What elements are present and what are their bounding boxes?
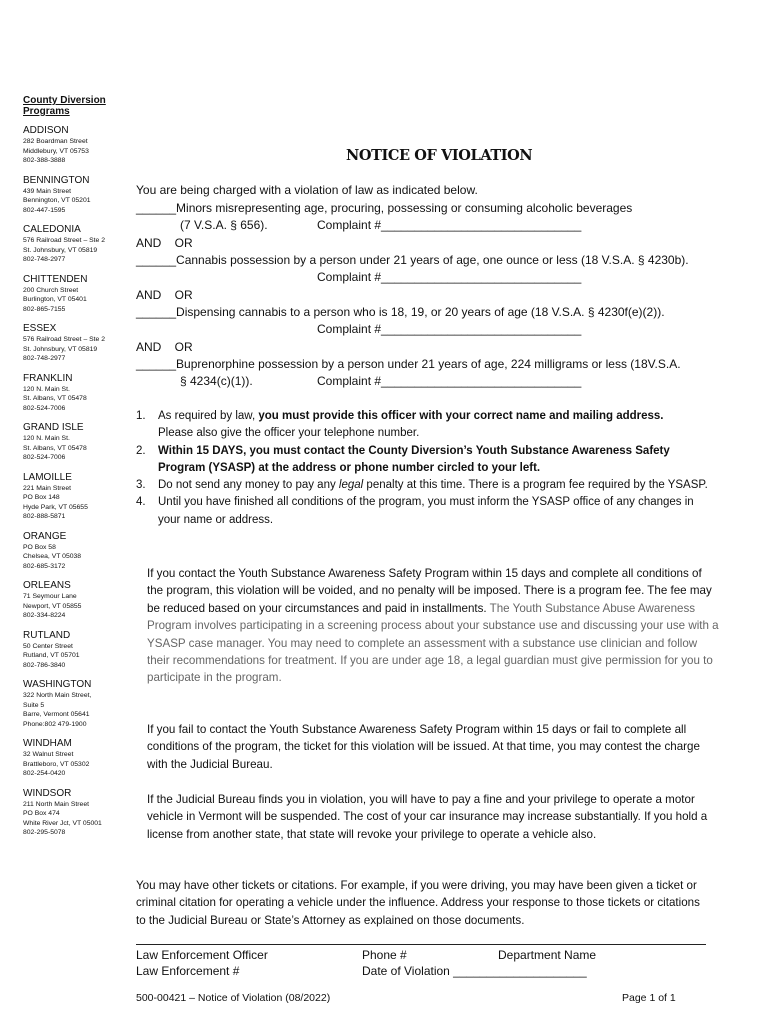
county-name: GRAND ISLE	[23, 422, 84, 433]
county-name: RUTLAND	[23, 629, 71, 641]
county-address-line: Rutland, VT 05701	[23, 652, 80, 659]
county-entry	[23, 788, 133, 838]
instruction-item-3: 3. Do not send any money to pay any legal penalty at this time. There is a program fee required by the YSASP.	[136, 479, 708, 492]
county-address-line: Suite 5	[23, 701, 45, 709]
county-name: WINDSOR	[23, 787, 72, 799]
county-name: ORANGE	[23, 530, 67, 542]
failure-paragraph: If you fail to contact the Youth Substance Awareness Safety Program within 15 days or fail to complete all conditions of the program, the ticket for this violation will be issued. At that time, you may contest the charge with the Judicial Bureau.	[147, 723, 700, 771]
and-or-1: AND OR	[136, 236, 193, 250]
county-address-line: 802-524-7006	[23, 404, 66, 412]
sidebar-heading: County Diversion Programs	[23, 95, 106, 117]
county-address-line: 32 Walnut Street	[23, 751, 74, 758]
county-address-line: 802-786-3840	[23, 661, 66, 669]
county-address-line: 71 Seymour Lane	[23, 593, 77, 600]
county-entry	[23, 125, 133, 166]
county-address-line: Brattleboro, VT 05302	[23, 760, 90, 768]
phone-label: Phone #	[362, 948, 407, 962]
county-address-line: St. Albans, VT 05478	[23, 444, 87, 452]
county-address-line: 282 Boardman Street	[23, 138, 88, 145]
county-address-line: Barre, Vermont 05641	[23, 711, 90, 718]
county-address-line: St. Johnsbury, VT 05819	[23, 345, 98, 353]
violation-dispensing-cannabis: ______Dispensing cannabis to a person who is 18, 19, or 20 years of age (18 V.S.A. § 4230f(e)(2)).	[136, 305, 665, 319]
county-entry	[23, 175, 133, 216]
county-address-line: Burlington, VT 05401	[23, 296, 87, 303]
instruction-item-2: 2. Within 15 DAYS, you must contact the County Diversion’s Youth Substance Awareness Safety Program (YSASP) at the address or phone number circled to your left.	[136, 444, 670, 474]
county-address-line: 322 North Main Street,	[23, 692, 92, 699]
complaint-number-1: Complaint #______________________________	[317, 218, 582, 232]
county-address-line: 439 Main Street	[23, 187, 71, 195]
county-address-line: 802-388-3888	[23, 157, 66, 164]
and-or-3: AND OR	[136, 340, 193, 354]
officer-label: Law Enforcement Officer	[136, 948, 268, 962]
county-name: CHITTENDEN	[23, 273, 88, 285]
form-id: 500-00421 – Notice of Violation (08/2022)	[136, 992, 331, 1004]
county-entry	[23, 679, 133, 729]
county-entry	[23, 580, 133, 621]
complaint-number-3: Complaint #______________________________	[317, 322, 582, 336]
county-address-line: PO Box 474	[23, 810, 60, 817]
county-address-line: 200 Church Street	[23, 286, 79, 294]
page-number: Page 1 of 1	[622, 992, 676, 1004]
county-name: WASHINGTON	[23, 679, 92, 690]
intro-text: You are being charged with a violation of law as indicated below.	[136, 183, 478, 197]
county-address-line: 221 Main Street	[23, 484, 71, 492]
county-name: CALEDONIA	[23, 224, 81, 235]
judicial-bureau-paragraph: If the Judicial Bureau finds you in violation, you will have to pay a fine and your privilege to operate a motor vehicle in Vermont will be suspended. The cost of your car insurance may increase substantially. If you hold a license from another state, that state will revoke your privilege to operate a vehicle also.	[147, 793, 708, 841]
county-address-line: 802-447-1595	[23, 206, 66, 214]
county-address-line: Hyde Park, VT 05655	[23, 503, 88, 511]
county-address-line: Chelsea, VT 05038	[23, 553, 82, 560]
county-address-line: 802-888-5871	[23, 513, 66, 520]
county-address-line: Middlebury, VT 05753	[23, 147, 89, 155]
county-address-line: Bennington, VT 05201	[23, 197, 91, 204]
instruction-list	[136, 408, 718, 529]
county-name: ESSEX	[23, 323, 57, 334]
county-address-line: 802-295-5078	[23, 829, 66, 836]
county-address-line: 802-685-3172	[23, 562, 66, 570]
violation-buprenorphine-statute: § 4234(c)(1)).	[180, 374, 253, 388]
le-number-label: Law Enforcement #	[136, 964, 240, 978]
county-address-line: 802-254-0420	[23, 770, 66, 777]
county-entry	[23, 323, 133, 364]
county-address-line: 802-334-8224	[23, 612, 66, 619]
page-title: NOTICE OF VIOLATION	[346, 147, 533, 164]
county-address-line: 802-748-2977	[23, 355, 66, 362]
county-address-line: St. Albans, VT 05478	[23, 395, 87, 402]
instruction-item-1: 1. As required by law, you must provide this officer with your correct name and mailing address. Please also give the officer your telephone number.	[136, 410, 664, 440]
county-entry	[23, 738, 133, 779]
county-list	[23, 125, 133, 838]
county-name: LAMOILLE	[23, 471, 72, 483]
violation-alcohol: ______Minors misrepresenting age, procuring, possessing or consuming alcoholic beverages	[136, 201, 633, 215]
county-address-line: 120 N. Main St.	[23, 435, 70, 442]
county-address-line: 576 Railroad Street – Ste 2	[23, 237, 105, 244]
and-or-2: AND OR	[136, 288, 193, 302]
instruction-item-4: 4. Until you have finished all conditions of the program, you must inform the YSASP office of any changes in your name or address.	[136, 496, 694, 526]
program-info-paragraph: If you contact the Youth Substance Awareness Safety Program within 15 days and complete all conditions of the program, this violation will be voided, and no penalty will be imposed. There is a program fee. The fee may be reduced based on your circumstances and paid in installments. The Youth Substance Abuse Awareness Program involves participating in a screening process about your substance use and discussing your use with a YSASP case manager. You may need to complete an assessment with a substance use clinician and follow their recommendations for treatment. If you are under age 18, a legal guardian must give permission for you to participate in the program.	[147, 567, 719, 685]
county-entry	[23, 531, 133, 572]
county-entry	[23, 472, 133, 522]
violation-buprenorphine: ______Buprenorphine possession by a person under 21 years of age, 224 milligrams or less (18V.S.A.	[136, 357, 681, 371]
complaint-number-4: Complaint #______________________________	[317, 374, 582, 388]
county-address-line: 802-865-7155	[23, 305, 66, 313]
county-address-line: St. Johnsbury, VT 05819	[23, 246, 98, 254]
county-address-line: 802-524-7006	[23, 454, 66, 461]
county-entry	[23, 373, 133, 414]
county-address-line: 50 Center Street	[23, 642, 73, 650]
violation-cannabis-possession: ______Cannabis possession by a person under 21 years of age, one ounce or less (18 V.S.A. § 4230b).	[136, 253, 689, 267]
county-entry	[23, 274, 133, 315]
county-address-line: 576 Railroad Street – Ste 2	[23, 336, 105, 343]
department-label: Department Name	[498, 948, 597, 962]
county-entry	[23, 422, 133, 463]
county-address-line: 802-748-2977	[23, 256, 66, 263]
county-name: BENNINGTON	[23, 174, 90, 186]
county-address-line: PO Box 58	[23, 543, 56, 551]
county-address-line: Phone:802 479-1900	[23, 720, 87, 728]
program-details: The Youth Substance Abuse Awareness Program involves participating in a screening process about your substance use and discussing your use with a YSASP case manager. You may need to complete an assessment with a substance use clinician and follow their recommendations for treatment. If you are under age 18, a legal guardian must give permission for you to participate in the program.	[147, 601, 719, 685]
county-address-line: 120 N. Main St.	[23, 385, 70, 393]
county-address-line: Newport, VT 05855	[23, 602, 82, 610]
signature-line	[136, 944, 706, 945]
county-name: ORLEANS	[23, 580, 71, 591]
county-name: WINDHAM	[23, 738, 72, 749]
other-tickets-paragraph: You may have other tickets or citations. For example, if you were driving, you may have been given a ticket or criminal citation for operating a vehicle under the influence. Address your response to those tickets or citations to the Judicial Bureau or State’s Attorney as explained on those documents.	[136, 879, 700, 927]
complaint-number-2: Complaint #______________________________	[317, 270, 582, 284]
county-diversion-sidebar	[23, 95, 133, 847]
violation-alcohol-statute: (7 V.S.A. § 656).	[180, 218, 268, 232]
violation-date-field: Date of Violation ____________________	[362, 964, 587, 978]
county-address-line: PO Box 148	[23, 494, 60, 501]
county-address-line: 211 North Main Street	[23, 800, 89, 808]
county-name: FRANKLIN	[23, 372, 73, 384]
county-entry	[23, 224, 133, 265]
county-address-line: White River Jct, VT 05001	[23, 819, 102, 827]
county-name: ADDISON	[23, 125, 69, 136]
county-entry	[23, 630, 133, 671]
